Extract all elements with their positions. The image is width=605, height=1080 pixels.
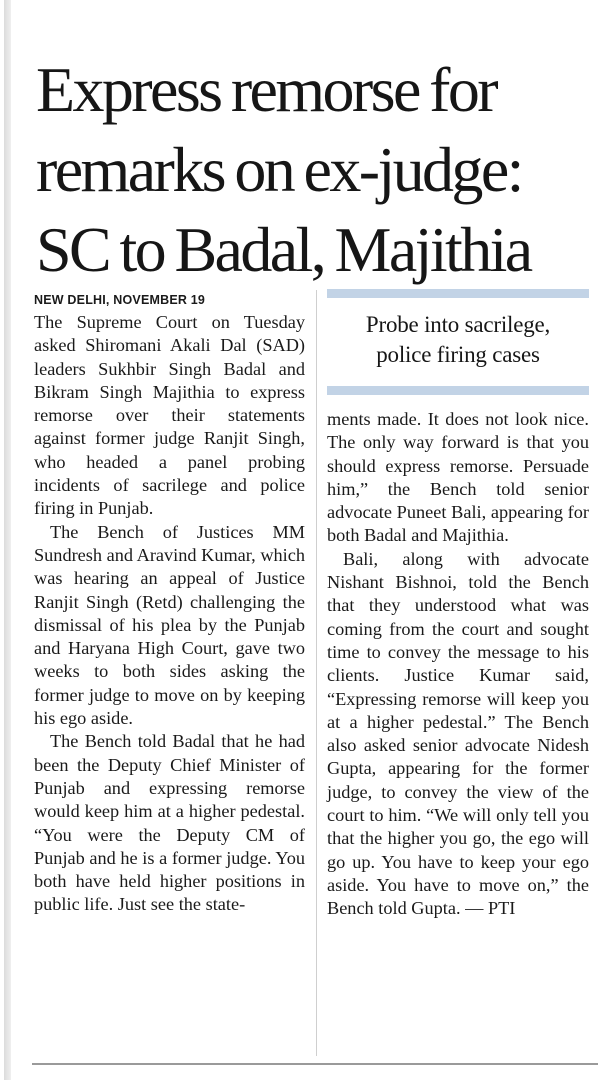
paragraph-2: The Bench of Justices MM Sundresh and Aravind Kumar, which was hearing an appeal of Justice Ranjit Singh (Retd) challenging the dismissal of his plea by the Punjab and Haryana High Court, gave two weeks to both sides asking the former judge to move on by keeping his ego aside. (34, 521, 305, 729)
sidebar-rule-top (327, 289, 589, 298)
paragraph-1: The Supreme Court on Tuesday asked Shiromani Akali Dal (SAD) leaders Sukhbir Singh Badal and Bikram Singh Majithia to express remorse over their statements against former judge Ranjit Singh, who headed a panel probing incidents of sacrilege and police firing in Punjab. (34, 312, 305, 519)
headline (36, 50, 596, 290)
paragraph-5: Bali, along with advocate Nishant Bishnoi, told the Bench that they understood what was coming from the court and sought time to convey the message to his clients. Justice Kumar said, “Expressing remorse will keep you at a higher pedestal.” The Bench also asked senior advocate Nidesh Gupta, appearing for the former judge, to convey the view of the court to him. “We will only tell you that the higher you go, the ego will go up. You have to keep your ego aside. You have to move on,” the Bench told Gupta. — PTI (327, 548, 589, 919)
footer-rule (32, 1063, 598, 1065)
sidebar-title-line-2: police firing cases (376, 342, 540, 367)
article-column-left (34, 289, 305, 917)
column-divider (316, 290, 317, 1056)
headline-line-1: Express remorse for (36, 54, 496, 125)
dateline: NEW DELHI, NOVEMBER 19 (34, 293, 206, 307)
article-column-right (327, 408, 589, 921)
sidebar-rule-bottom (327, 386, 589, 395)
sidebar-title (327, 310, 589, 370)
paragraph-4: ments made. It does not look nice. The only way forward is that you should express remorse. Persuade him,” the Bench told senior advocate Puneet Bali, appearing for both Badal and Majithia. (327, 409, 589, 546)
page-edge-shadow (4, 0, 11, 1080)
headline-line-2: remarks on ex-judge: (36, 134, 522, 205)
sidebar-title-line-1: Probe into sacrilege, (365, 312, 551, 337)
paragraph-3: The Bench told Badal that he had been the Deputy Chief Minister of Punjab and expressing remorse would keep him at a higher pedestal. “You were the Deputy CM of Punjab and he is a former judge. You both have held higher positions in public life. Just see the state- (34, 731, 305, 915)
headline-line-3: SC to Badal, Majithia (36, 214, 531, 285)
